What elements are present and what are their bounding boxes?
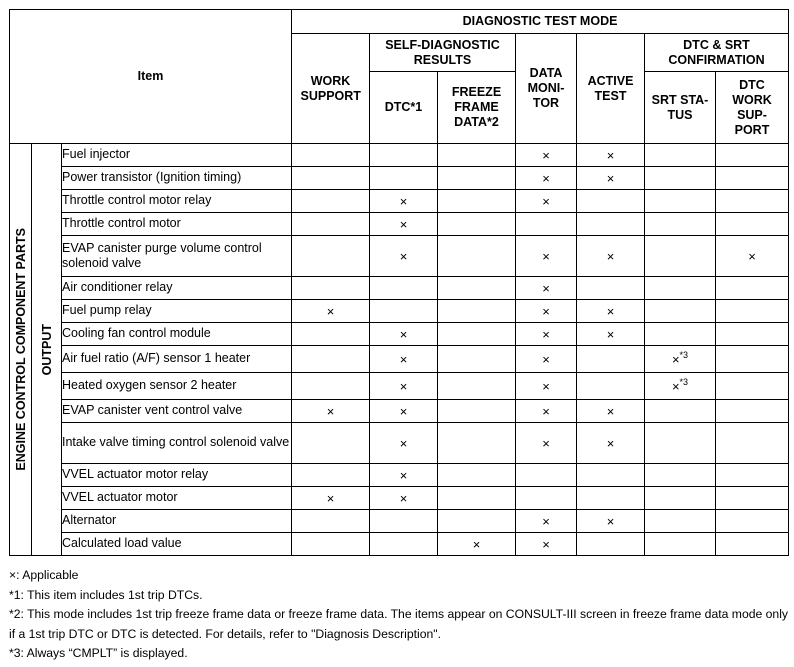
- cell-dtc-work-support: [716, 487, 789, 510]
- cell-dtc-work-support: [716, 510, 789, 533]
- cell-data-monitor: ×: [516, 277, 577, 300]
- cell-data-monitor: ×: [516, 167, 577, 190]
- cell-srt-status: [645, 167, 716, 190]
- data-monitor-header: [516, 34, 577, 144]
- srt-status-header: [645, 72, 716, 144]
- cell-data-monitor: ×: [516, 400, 577, 423]
- cell-freeze-frame: [438, 144, 516, 167]
- freeze-frame-header: [438, 72, 516, 144]
- row-item: Heated oxygen sensor 2 heater: [62, 373, 292, 400]
- srt-mark: ×: [671, 351, 680, 367]
- cell-active-test: ×: [577, 236, 645, 277]
- srt-mark: ×: [671, 378, 680, 394]
- group-label-engine-parts: [10, 144, 32, 556]
- cell-dtc-work-support: [716, 464, 789, 487]
- row-item: EVAP canister vent control valve: [62, 400, 292, 423]
- cell-data-monitor: [516, 487, 577, 510]
- cell-data-monitor: ×: [516, 300, 577, 323]
- srt-footnote-ref: *3: [679, 376, 689, 387]
- footnote-1: *1: This item includes 1st trip DTCs.: [9, 587, 203, 602]
- cell-freeze-frame: [438, 236, 516, 277]
- cell-dtc: ×: [370, 400, 438, 423]
- cell-freeze-frame: [438, 213, 516, 236]
- cell-active-test: [577, 346, 645, 373]
- cell-work-support: [292, 423, 370, 464]
- row-item: Air fuel ratio (A/F) sensor 1 heater: [62, 346, 292, 373]
- self-diag-label: SELF-DIAGNOSTIC RESULTS: [385, 37, 500, 67]
- cell-data-monitor: ×: [516, 533, 577, 556]
- dtc-work-support-header: [716, 72, 789, 144]
- cell-work-support: [292, 144, 370, 167]
- cell-srt-status: [645, 277, 716, 300]
- cell-work-support: [292, 510, 370, 533]
- cell-work-support: ×: [292, 300, 370, 323]
- row-item: Throttle control motor relay: [62, 190, 292, 213]
- footnote-3: *3: Always “CMPLT” is displayed.: [9, 646, 188, 660]
- cell-data-monitor: ×: [516, 236, 577, 277]
- cell-dtc: [370, 167, 438, 190]
- cell-dtc-work-support: [716, 300, 789, 323]
- work-support-label: WORK SUPPORT: [300, 73, 361, 103]
- cell-active-test: [577, 487, 645, 510]
- cell-dtc-work-support: [716, 213, 789, 236]
- cell-srt-status: [645, 144, 716, 167]
- cell-dtc-work-support: [716, 423, 789, 464]
- row-item: Power transistor (Ignition timing): [62, 167, 292, 190]
- cell-active-test: ×: [577, 144, 645, 167]
- active-test-label: ACTIVE TEST: [587, 73, 634, 103]
- row-item: Throttle control motor: [62, 213, 292, 236]
- cell-active-test: ×: [577, 323, 645, 346]
- legend-note: ×: Applicable: [9, 568, 79, 582]
- cell-dtc: ×: [370, 423, 438, 464]
- cell-work-support: [292, 464, 370, 487]
- dtc-header: DTC*1: [370, 72, 438, 144]
- cell-dtc-work-support: [716, 277, 789, 300]
- self-diag-header: [370, 34, 516, 72]
- work-support-header: [292, 34, 370, 144]
- dtc-work-support-label: DTC WORK SUP-PORT: [732, 77, 772, 137]
- cell-srt-status: [645, 213, 716, 236]
- cell-active-test: [577, 213, 645, 236]
- cell-dtc: ×: [370, 373, 438, 400]
- row-item: Alternator: [62, 510, 292, 533]
- cell-data-monitor: ×: [516, 373, 577, 400]
- cell-data-monitor: ×: [516, 190, 577, 213]
- group-outer-text: ENGINE CONTROL COMPONENT PARTS: [13, 228, 28, 471]
- cell-srt-status: [645, 346, 716, 373]
- cell-freeze-frame: [438, 190, 516, 213]
- cell-freeze-frame: ×: [438, 533, 516, 556]
- cell-active-test: [577, 464, 645, 487]
- cell-work-support: [292, 346, 370, 373]
- dtc-srt-header: [645, 34, 789, 72]
- group-inner-text: OUTPUT: [39, 323, 54, 376]
- cell-data-monitor: ×: [516, 510, 577, 533]
- diagnostic-test-mode-table: [9, 9, 789, 556]
- cell-active-test: [577, 190, 645, 213]
- cell-data-monitor: ×: [516, 323, 577, 346]
- footnote-2: *2: This mode includes 1st trip freeze frame data or freeze frame data. The items appear on CONSULT-III screen in freeze frame data mode only if a 1st trip DTC or DTC is detected. For details, refer to "Diagnosis Description".: [9, 607, 789, 641]
- cell-freeze-frame: [438, 423, 516, 464]
- row-item: VVEL actuator motor: [62, 487, 292, 510]
- diagnostic-test-mode-header: DIAGNOSTIC TEST MODE: [292, 10, 789, 34]
- cell-srt-status: [645, 190, 716, 213]
- group-label-output: [32, 144, 62, 556]
- cell-work-support: [292, 533, 370, 556]
- cell-dtc: [370, 277, 438, 300]
- cell-dtc-work-support: [716, 190, 789, 213]
- cell-dtc-work-support: [716, 346, 789, 373]
- cell-work-support: [292, 190, 370, 213]
- cell-data-monitor: [516, 464, 577, 487]
- cell-dtc-work-support: ×: [716, 236, 789, 277]
- cell-dtc: ×: [370, 464, 438, 487]
- cell-srt-status: [645, 510, 716, 533]
- cell-dtc-work-support: [716, 144, 789, 167]
- cell-dtc: [370, 144, 438, 167]
- cell-active-test: ×: [577, 400, 645, 423]
- cell-data-monitor: ×: [516, 423, 577, 464]
- cell-dtc: ×: [370, 213, 438, 236]
- cell-active-test: [577, 277, 645, 300]
- cell-work-support: [292, 236, 370, 277]
- cell-srt-status: [645, 400, 716, 423]
- row-item: EVAP canister purge volume control solenoid valve: [62, 236, 292, 277]
- cell-dtc: ×: [370, 236, 438, 277]
- cell-srt-status: [645, 423, 716, 464]
- cell-freeze-frame: [438, 167, 516, 190]
- srt-status-label: SRT STA-TUS: [651, 92, 709, 122]
- cell-data-monitor: ×: [516, 144, 577, 167]
- cell-active-test: ×: [577, 300, 645, 323]
- cell-dtc: ×: [370, 190, 438, 213]
- data-monitor-label: DATA MONI-TOR: [527, 66, 565, 110]
- cell-freeze-frame: [438, 487, 516, 510]
- cell-active-test: ×: [577, 167, 645, 190]
- cell-freeze-frame: [438, 323, 516, 346]
- cell-srt-status: [645, 487, 716, 510]
- cell-dtc-work-support: [716, 400, 789, 423]
- cell-dtc-work-support: [716, 533, 789, 556]
- row-item: Calculated load value: [62, 533, 292, 556]
- cell-dtc: ×: [370, 487, 438, 510]
- cell-work-support: ×: [292, 400, 370, 423]
- row-item: Fuel injector: [62, 144, 292, 167]
- cell-freeze-frame: [438, 300, 516, 323]
- cell-data-monitor: [516, 213, 577, 236]
- cell-active-test: [577, 373, 645, 400]
- cell-freeze-frame: [438, 510, 516, 533]
- cell-srt-status: [645, 323, 716, 346]
- dtc-srt-label: DTC & SRT CONFIRMATION: [668, 37, 765, 67]
- cell-srt-status: [645, 300, 716, 323]
- cell-data-monitor: ×: [516, 346, 577, 373]
- srt-footnote-ref: *3: [679, 349, 689, 360]
- cell-srt-status: [645, 236, 716, 277]
- freeze-frame-label: FREEZE FRAME DATA*2: [451, 85, 502, 129]
- cell-dtc-work-support: [716, 323, 789, 346]
- cell-active-test: ×: [577, 423, 645, 464]
- cell-freeze-frame: [438, 373, 516, 400]
- cell-dtc: ×: [370, 346, 438, 373]
- cell-dtc-work-support: [716, 167, 789, 190]
- cell-work-support: [292, 167, 370, 190]
- cell-work-support: [292, 373, 370, 400]
- cell-freeze-frame: [438, 400, 516, 423]
- cell-active-test: ×: [577, 510, 645, 533]
- cell-work-support: [292, 277, 370, 300]
- active-test-header: [577, 34, 645, 144]
- cell-work-support: [292, 213, 370, 236]
- footnotes: [9, 566, 789, 664]
- cell-dtc: [370, 533, 438, 556]
- cell-srt-status: [645, 533, 716, 556]
- cell-dtc: ×: [370, 323, 438, 346]
- cell-freeze-frame: [438, 346, 516, 373]
- row-item: Fuel pump relay: [62, 300, 292, 323]
- cell-freeze-frame: [438, 464, 516, 487]
- cell-active-test: [577, 533, 645, 556]
- cell-freeze-frame: [438, 277, 516, 300]
- item-header: Item: [10, 10, 292, 144]
- cell-work-support: ×: [292, 487, 370, 510]
- row-item: Intake valve timing control solenoid valve: [62, 423, 292, 464]
- cell-dtc: [370, 300, 438, 323]
- cell-work-support: [292, 323, 370, 346]
- row-item: Cooling fan control module: [62, 323, 292, 346]
- row-item: VVEL actuator motor relay: [62, 464, 292, 487]
- cell-srt-status: [645, 373, 716, 400]
- cell-srt-status: [645, 464, 716, 487]
- row-item: Air conditioner relay: [62, 277, 292, 300]
- cell-dtc-work-support: [716, 373, 789, 400]
- cell-dtc: [370, 510, 438, 533]
